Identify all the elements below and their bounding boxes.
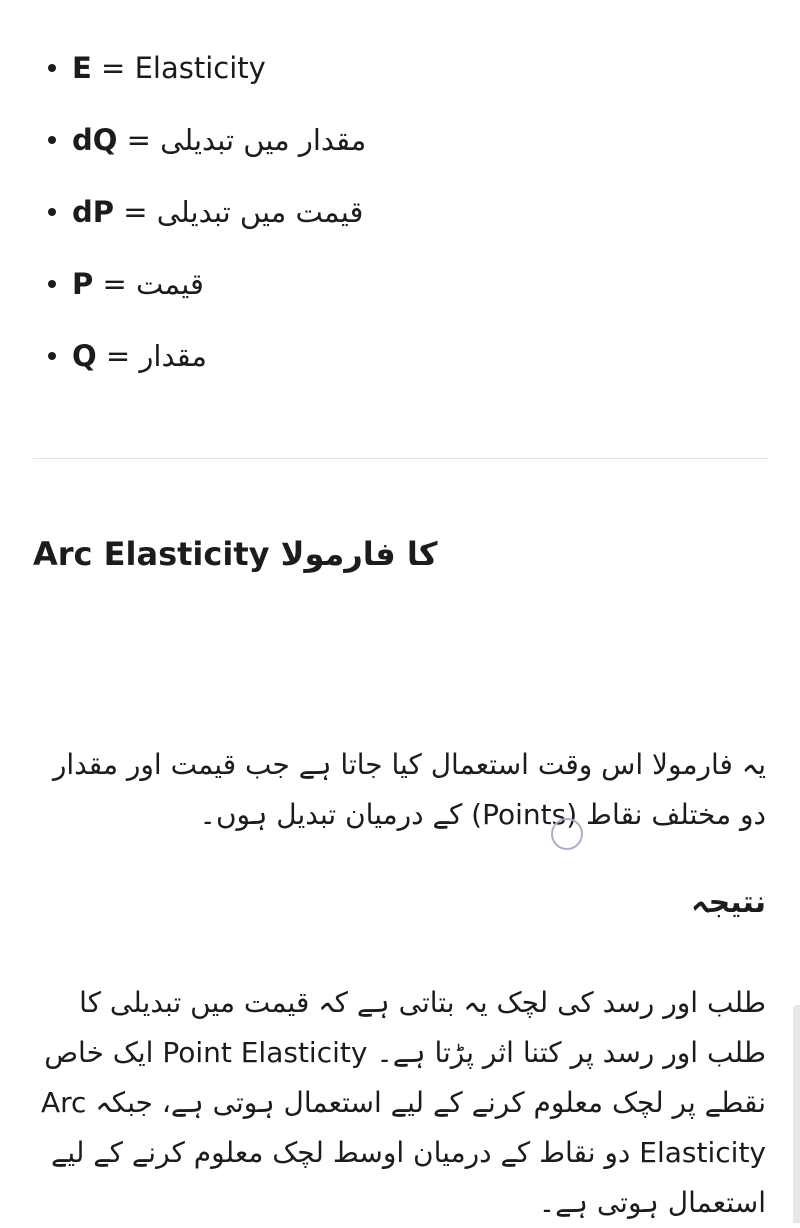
arc-elasticity-heading <box>33 535 437 573</box>
definition-item-p <box>48 256 366 328</box>
conclusion-heading: نتیجہ <box>691 885 766 920</box>
definition-symbol: dQ <box>72 123 118 157</box>
equals-sign: = <box>102 267 127 301</box>
definition-symbol: P <box>72 267 94 301</box>
equals-sign: = <box>105 339 131 373</box>
definition-symbol: Q <box>72 339 97 373</box>
arc-heading-term: Arc Elasticity <box>33 535 270 573</box>
bullet-icon <box>48 208 56 216</box>
bullet-icon <box>48 136 56 144</box>
definition-item-dq <box>48 112 366 184</box>
bullet-icon <box>48 280 56 288</box>
bullet-icon <box>48 352 56 360</box>
definition-symbol: E <box>72 51 92 85</box>
definition-item-e <box>48 40 366 112</box>
arc-heading-suffix: کا فارمولا <box>280 535 438 573</box>
equals-sign: = <box>126 123 151 157</box>
definition-item-q <box>48 328 366 400</box>
equals-sign: = <box>101 51 126 85</box>
definition-symbol: dP <box>72 195 115 229</box>
scrollbar[interactable] <box>793 1005 800 1223</box>
touch-indicator-icon <box>551 818 583 850</box>
definition-meaning: مقدار میں تبدیلی <box>160 123 367 157</box>
definition-meaning: قیمت میں تبدیلی <box>156 195 364 229</box>
conclusion-paragraph: طلب اور رسد کی لچک یہ بتاتی ہے کہ قیمت میں تبدیلی کا طلب اور رسد پر کتنا اثر پڑتا ہے۔ Point Elasticity ایک خاص نقطے پر لچک معلوم کرنے کے لیے استعمال ہوتی ہے، جبکہ Arc Elasticity دو نقاط کے درمیان اوسط لچک معلوم کرنے کے لیے استعمال ہوتی ہے۔ <box>40 986 766 1219</box>
equals-sign: = <box>123 195 148 229</box>
arc-formula-description: یہ فارمولا اس وقت استعمال کیا جاتا ہے جب قیمت اور مقدار دو مختلف نقاط (Points) کے درمیان تبدیل ہوں۔ <box>52 748 766 831</box>
definition-meaning: قیمت <box>136 267 204 301</box>
bullet-icon <box>48 64 56 72</box>
variable-definitions-list <box>48 40 366 400</box>
definition-item-dp <box>48 184 366 256</box>
section-divider <box>33 458 768 459</box>
definition-meaning: Elasticity <box>134 51 266 85</box>
definition-meaning: مقدار <box>139 339 207 373</box>
